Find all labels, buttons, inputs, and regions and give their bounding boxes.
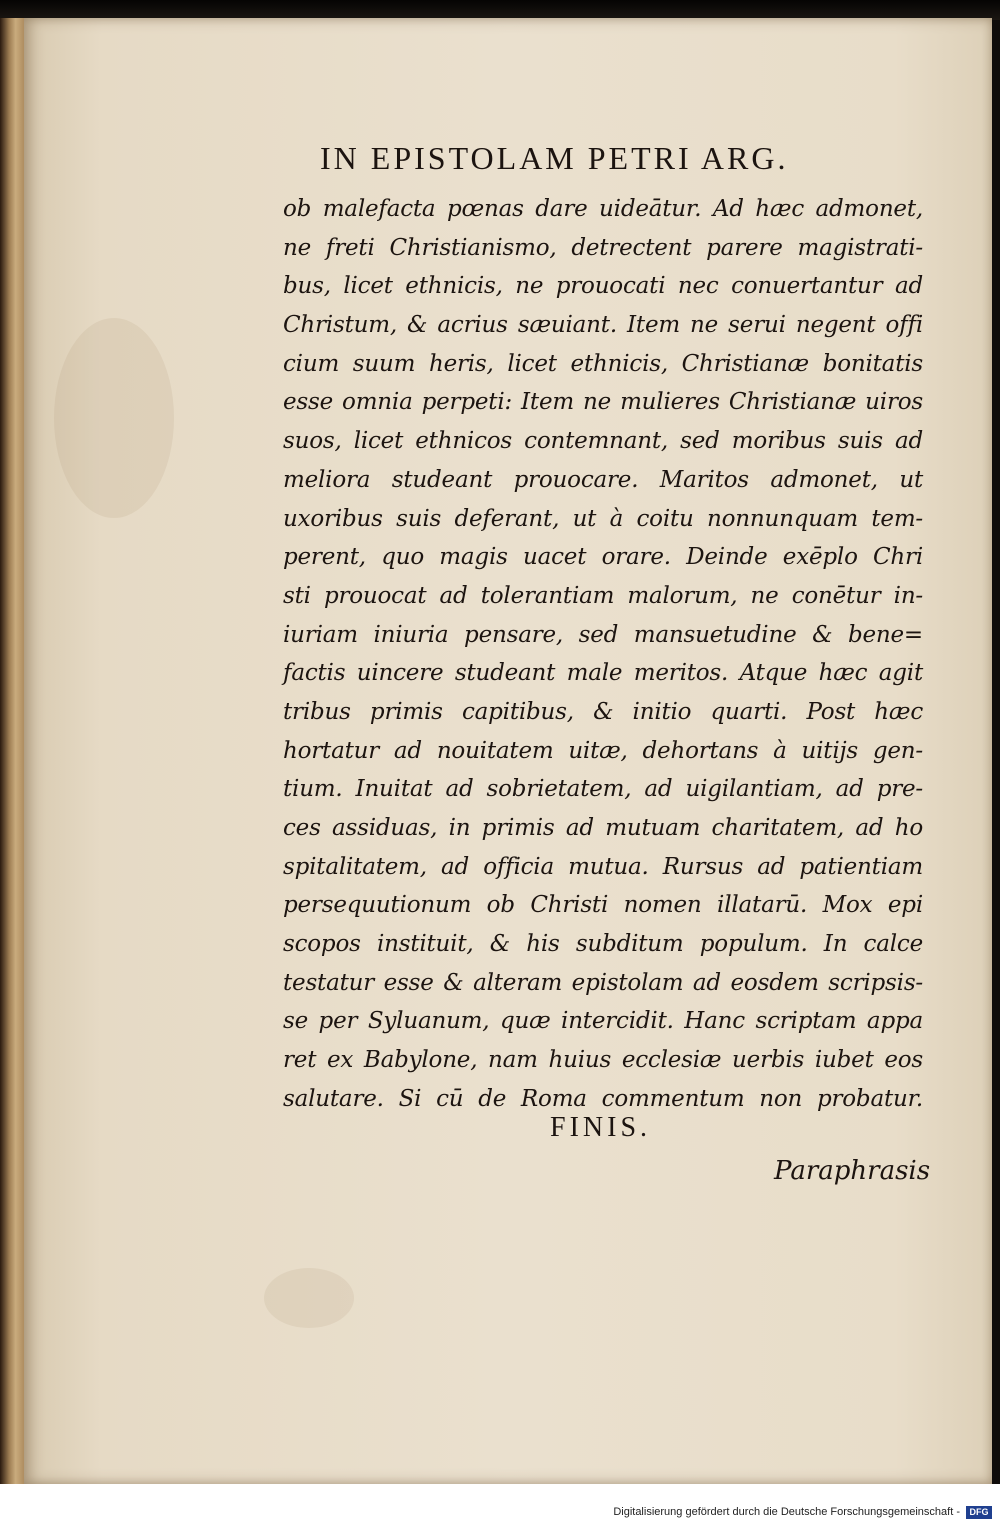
paper-stain (54, 318, 174, 518)
text-line: esse omnia perpeti: Item ne mulieres Christianæ uiros (283, 389, 923, 416)
text-line: uxoribus suis deferant, ut à coitu nonnunquam tem- (283, 505, 923, 532)
text-line: salutare. Si cū de Roma commentum non probatur. (283, 1085, 923, 1112)
text-line: Christum, & acrius sæuiant. Item ne serui negent offi (283, 312, 923, 339)
text-line: sti prouocat ad tolerantiam malorum, ne conētur in- (283, 582, 923, 609)
text-line: bus, licet ethnicis, ne prouocati nec conuertantur ad (283, 273, 923, 300)
text-line: hortatur ad nouitatem uitæ, dehortans à uitijs gen- (283, 737, 923, 764)
text-line: suos, licet ethnicos contemnant, sed moribus suis ad (283, 428, 923, 455)
text-line: meliora studeant prouocare. Maritos admonet, ut (283, 466, 923, 493)
text-line: testatur esse & alteram epistolam ad eosdem scripsis- (283, 969, 923, 996)
text-line: ces assiduas, in primis ad mutuam charitatem, ad ho (283, 815, 923, 841)
paper-stain (264, 1268, 354, 1328)
text-line: perent, quo magis uacet orare. Deinde exēplo Chri (283, 544, 923, 571)
dfg-logo-icon: DFG (966, 1506, 992, 1519)
text-line: cium suum heris, licet ethnicis, Christianæ bonitatis (283, 350, 923, 377)
scanner-top-edge (0, 0, 1000, 20)
text-line: scopos instituit, & his subditum populum. In calce (283, 931, 923, 958)
funding-note: Digitalisierung gefördert durch die Deutsche Forschungsgemeinschaft - (613, 1506, 960, 1518)
text-line: spitalitatem, ad officia mutua. Rursus ad patientiam (283, 853, 923, 880)
text-line: se per Syluanum, quæ intercidit. Hanc scriptam appa (283, 1008, 923, 1035)
text-line: ob malefacta pœnas dare uideātur. Ad hæc admonet, (283, 196, 923, 222)
text-line: tribus primis capitibus, & initio quarti. Post hæc (283, 698, 923, 725)
text-line: persequutionum ob Christi nomen illatarū. Mox epi (283, 892, 923, 919)
text-line: iuriam iniuria pensare, sed mansuetudine & bene= (283, 621, 923, 648)
body-text (283, 190, 923, 1119)
text-line: ne freti Christianismo, detrectent parere magistrati- (283, 234, 923, 261)
catchword: Paraphrasis (774, 1156, 931, 1186)
text-line: factis uincere studeant male meritos. Atque hæc agit (283, 660, 923, 687)
book-spine-edge (0, 18, 26, 1488)
text-line: tium. Inuitat ad sobrietatem, ad uigilantiam, ad pre- (283, 776, 923, 803)
footer-band (0, 1484, 1000, 1524)
finis-mark: FINIS. (550, 1112, 652, 1143)
running-head: IN EPISTOLAM PETRI ARG. (320, 140, 789, 176)
text-line: ret ex Babylone, nam huius ecclesiæ uerbis iubet eos (283, 1047, 923, 1074)
